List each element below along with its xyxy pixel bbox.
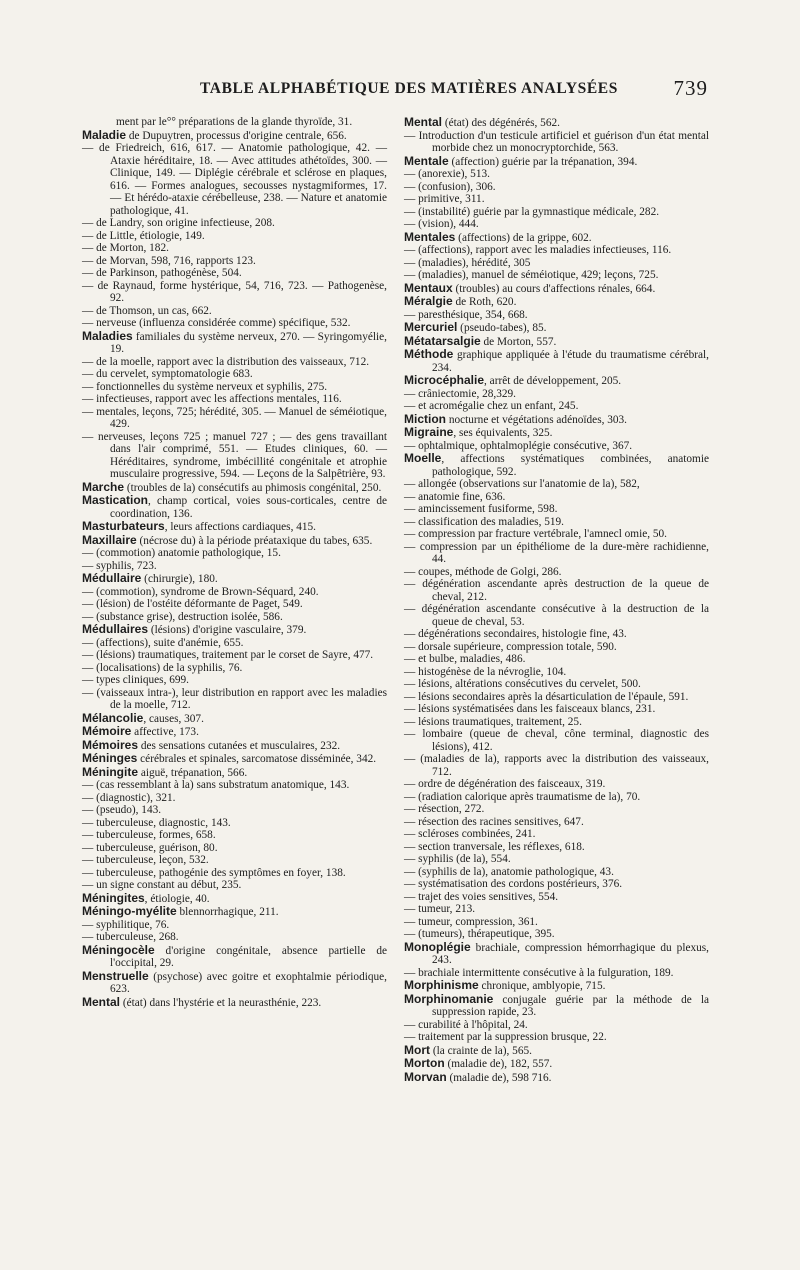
entry-text: , ses équivalents, 325. [453,427,553,439]
entry-text: — (commotion), syndrome de Brown-Séquard, 240. [82,585,319,598]
entry-text: — syphilis (de la), 554. [404,853,511,865]
entry-text: — syphilis, 723. [82,559,157,572]
index-entry [82,752,387,766]
entry-text: — traitement par la suppression brusque, 22. [404,1031,607,1043]
entry-text: — (commotion) anatomie pathologique, 15. [82,547,281,559]
index-entry [404,1044,709,1058]
index-entry [404,678,709,691]
entry-text: — anatomie fine, 636. [404,490,506,503]
entry-headword: Médullaire [82,571,142,585]
entry-text: — (affections), rapport avec les maladies infectieuses, 116. [404,244,672,256]
index-entry [404,206,709,219]
entry-text: — fonctionnelles du système nerveux et syphilis, 275. [82,380,328,393]
entry-text: — lésions traumatiques, traitement, 25. [404,715,582,728]
index-entry [82,817,387,830]
entry-headword: Maladie [82,127,127,142]
entry-text: (lésions) d'origine vasculaire, 379. [148,624,307,636]
entry-headword: Méningo-myélite [82,904,177,918]
entry-text: — (affections), suite d'anémie, 655. [82,636,244,649]
entry-text: (troubles) au cours d'affections rénales, 664. [452,282,656,295]
index-entry [82,142,390,217]
entry-text: — amincissement fusiforme, 598. [404,503,558,515]
entry-text: — tuberculeuse, formes, 658. [82,829,216,841]
index-entry [82,674,387,687]
index-entry [404,691,709,704]
entry-headword: Mentaux [404,280,453,295]
entry-text: — résection des racines sensitives, 647. [404,815,584,828]
entry-text: , arrêt de développement, 205. [484,375,622,387]
index-entry [82,405,390,431]
entry-headword: Maxillaire [82,532,137,547]
index-entry [82,829,387,842]
entry-headword: Métatarsalgie [404,333,481,348]
entry-text: — mentales, leçons, 725; hérédité, 305. — Manuel de séméiotique, 429. [82,405,390,430]
entry-headword: Marche [82,479,125,494]
entry-headword: Mentale [404,153,449,168]
index-entry [82,267,387,280]
index-entry [82,662,387,675]
entry-text: , affections systématiques combinées, anatomie pathologique, 592. [432,453,712,478]
entry-text: (maladie de), 182, 557. [444,1058,553,1070]
index-entry [404,603,712,628]
entry-text: d'origine congénitale, absence partielle de l'occipital, 29. [110,944,390,969]
index-entry [82,328,390,356]
entry-text: — tumeur, compression, 361. [404,915,538,928]
entry-text: (affections) de la grippe, 602. [455,231,592,244]
entry-text: (troubles de la) consécutifs au phimosis congénital, 250. [124,481,382,494]
entry-text: , champ cortical, voies sous-corticales, centre de coordination, 136. [110,495,390,520]
index-entry [82,725,387,739]
entry-text: — (maladies de la), rapports avec la distribution des vaisseaux, 712. [404,753,712,778]
index-entry [404,628,709,641]
index-entry [82,867,387,880]
entry-headword: Méralgie [404,294,453,308]
entry-headword: Mémoire [82,724,132,738]
entry-text: — trajet des voies sensitives, 554. [404,890,559,903]
entry-text: — syphilitique, 76. [82,918,170,931]
entry-text: — section tranversale, les réflexes, 618. [404,840,585,853]
entry-text: ment par le°° préparations de la glande thyroïde, 31. [116,116,353,128]
entry-text: — tuberculeuse, leçon, 532. [82,854,209,866]
index-entry [404,578,712,603]
entry-text: — (anorexie), 513. [404,168,490,180]
entry-headword: Migraine [404,425,454,439]
entry-text: (état) dans l'hystérie et la neurasthénie, 223. [120,996,322,1009]
entry-headword: Méninges [82,751,138,765]
entry-text: — de Morvan, 598, 716, rapports 123. [82,254,256,267]
entry-text: — (vision), 444. [404,218,479,230]
index-entry [404,816,709,829]
entry-text: (psychose) avec goitre et exophtalmie périodique, 623. [110,970,390,995]
index-entry [404,129,712,155]
index-entry [404,116,709,130]
index-entry [404,491,709,504]
entry-text: — crâniectomie, 28,329. [404,387,516,400]
index-entry [82,598,387,611]
entry-text: — (vaisseaux intra-), leur distribution en rapport avec les maladies de la moelle, 712. [82,686,390,711]
entry-text: — (syphilis de la), anatomie pathologique, 43. [404,865,614,878]
index-entry [404,728,712,753]
entry-text: de Morton, 557. [480,335,557,348]
index-entry [404,426,709,440]
entry-headword: Médullaires [82,622,149,636]
index-entry [82,942,390,970]
entry-text: — scléroses combinées, 241. [404,828,536,840]
index-entry [82,305,387,318]
entry-text: (état) des dégénérés, 562. [442,117,560,129]
index-entry [82,430,390,481]
index-entry [82,892,387,906]
entry-text: — de Landry, son origine infectieuse, 208. [82,217,275,229]
index-entry [404,503,709,516]
entry-text: aiguë, trépanation, 566. [138,766,248,779]
index-entry [404,753,712,778]
index-entry [82,534,387,548]
entry-text: — (maladies), hérédité, 305 [404,256,531,269]
entry-text: — (substance grise), destruction isolée, 586. [82,610,283,623]
index-entry [82,116,387,129]
index-entry [82,230,387,243]
index-entry [82,572,387,586]
index-entry [82,242,387,255]
index-entry [82,368,387,381]
entry-text: — nerveuses, leçons 725 ; manuel 727 ; — des gens travaillant dans l'air comprimé, 551. — Etudes cliniques, 60. — Héréditaires, syndrome, imbécillité congénitale et atrophie musculaire progressive, 594. — Leçons de la Salpêtrière, 93. [82,430,390,480]
index-entry [404,413,709,427]
entry-text: — (tumeurs), thérapeutique, 395. [404,928,555,940]
entry-text: des sensations cutanées et musculaires, 232. [138,739,341,752]
entry-text: — de Friedreich, 616, 617. — Anatomie pathologique, 42. — Ataxie héréditaire, 18. — Avec attitudes athétoïdes, 300. — Clinique, 149. — Diplégie cérébrale et sclérose en plaques, 616. — Formes analogues, secousses nystagmiformes, 17. — Et hérédo-ataxie cérébelleuse, 238. — Nature et anatomie pathologique, 41. [82,142,390,217]
index-entry [82,381,387,394]
index-entry [404,979,709,993]
index-entry [404,181,709,194]
entry-text: — classification des maladies, 519. [404,515,564,528]
entry-headword: Mental [404,115,443,129]
entry-text: nocturne et végétations adénoïdes, 303. [446,413,628,426]
entry-headword: Maladies [82,328,133,343]
entry-headword: Menstruelle [82,968,149,983]
entry-text: — tuberculeuse, pathogénie des symptômes en foyer, 138. [82,866,346,879]
entry-headword: Microcéphalie [404,373,485,387]
index-entry [404,903,709,916]
entry-headword: Mort [404,1042,430,1057]
index-entry [82,739,387,753]
entry-text: — de Little, étiologie, 149. [82,229,205,242]
entry-text: — (localisations) de la syphilis, 76. [82,661,243,674]
entry-text: — (cas ressemblant à la) sans substratum anatomique, 143. [82,779,350,791]
entry-text: cérébrales et spinales, sarcomatose disséminée, 342. [137,753,377,765]
entry-text: blennorrhagique, 211. [176,906,279,918]
entry-text: — tuberculeuse, guérison, 80. [82,841,218,854]
entry-headword: Moelle [404,451,442,465]
index-entry [82,649,387,662]
entry-text: — lésions systématisées dans les faisceaux blancs, 231. [404,703,656,715]
entry-text: (maladie de), 598 716. [446,1071,552,1084]
entry-text: — infectieuses, rapport avec les affections mentales, 116. [82,393,342,405]
entry-text: — allongée (observations sur l'anatomie de la), 582, [404,478,640,490]
entry-text: — tuberculeuse, 268. [82,931,179,943]
index-entry [82,686,390,712]
index-entry [404,440,709,453]
entry-text: , étiologie, 40. [144,892,210,905]
entry-text: — coupes, méthode de Golgi, 286. [404,565,562,578]
entry-headword: Morphinomanie [404,991,494,1006]
entry-text: — (lésions) traumatiques, traitement par le corset de Sayre, 477. [82,649,374,661]
index-entry [404,716,709,729]
entry-headword: Morvan [404,1069,447,1084]
entry-text: — ophtalmique, ophtalmoplégie consécutive, 367. [404,439,633,452]
index-entry [404,803,709,816]
entry-text: — (radiation calorique après traumatisme de la), 70. [404,790,641,803]
entry-text: — brachiale intermittente consécutive à la fulguration, 189. [404,966,674,979]
entry-headword: Mental [82,994,121,1009]
index-entry [404,193,709,206]
entry-text: — paresthésique, 354, 668. [404,308,528,321]
entry-headword: Masturbateurs [82,519,165,533]
index-entry [404,400,709,413]
index-entry [404,168,709,181]
entry-text: — de Parkinson, pathogénèse, 504. [82,267,242,279]
index-entry [82,493,390,520]
entry-text: — (instabilité) guérie par la gymnastique médicale, 282. [404,205,660,218]
index-entry [404,1019,709,1032]
index-entry [82,854,387,867]
index-entry [82,129,387,143]
entry-text: — résection, 272. [404,803,485,815]
entry-text: — lombaire (queue de cheval, cône terminal, diagnostic des lésions), 412. [404,728,712,753]
index-entry [82,356,387,369]
index-entry [404,516,709,529]
index-entry [404,282,709,296]
index-entry [404,155,709,169]
index-entry [404,257,709,270]
index-entry [404,841,709,854]
entry-text: — compression par un épithéliome de la dure-mère rachidienne, 44. [404,540,712,565]
entry-text: graphique appliquée à l'étude du traumatisme cérébral, 234. [432,349,712,374]
entry-text: familiales du système nerveux, 270. — Syringomyélie, 19. [110,330,390,355]
index-entry [82,919,387,932]
entry-text: — dégénérations secondaires, histologie fine, 43. [404,628,627,640]
entry-text: — (lésion) de l'ostéite déformante de Paget, 549. [82,598,303,610]
index-entry [82,586,387,599]
index-entry [82,804,387,817]
index-entry [404,828,709,841]
entry-text: — tuberculeuse, diagnostic, 143. [82,816,231,829]
index-entry [82,842,387,855]
entry-text: — ordre de dégénération des faisceaux, 319. [404,778,606,790]
index-entry [82,996,387,1010]
entry-text: — lésions, altérations consécutives du cervelet, 500. [404,678,641,690]
entry-text: — histogénèse de la névroglie, 104. [404,665,567,678]
entry-headword: Morton [404,1056,445,1070]
entry-text: chronique, amblyopie, 715. [478,980,606,992]
index-entry [404,388,709,401]
entry-text: — systématisation des cordons postérieurs, 376. [404,878,623,890]
entry-text: — types cliniques, 699. [82,674,189,686]
index-entry [82,766,387,780]
entry-text: — (confusion), 306. [404,180,496,193]
entry-text: — de Morton, 182. [82,242,169,254]
index-entry [82,905,387,919]
entry-text: — de Thomson, un cas, 662. [82,304,212,317]
entry-headword: Morphinisme [404,978,479,992]
entry-text: — compression par fracture vertébrale, l'amnecl omie, 50. [404,528,668,540]
entry-text: — (pseudo), 143. [82,804,162,816]
entry-headword: Méningite [82,764,138,779]
entry-text: affective, 173. [131,726,199,738]
index-entry [82,792,387,805]
index-entry [404,374,709,388]
entry-text: brachiale, compression hémorrhagique du plexus, 243. [432,941,712,966]
entry-headword: Méningites [82,890,145,905]
index-column-right [404,115,712,1084]
index-entry [404,335,709,349]
index-entry [404,347,712,374]
index-entry [82,637,387,650]
entry-text: — primitive, 311. [404,193,485,205]
entry-text: — et bulbe, maladies, 486. [404,653,526,665]
index-entry [404,1057,709,1071]
index-entry [404,653,709,666]
index-entry [404,939,712,967]
entry-headword: Mercuriel [404,320,458,334]
entry-text: — et acromégalie chez un enfant, 245. [404,400,579,412]
index-entry [404,540,712,566]
entry-text: — Introduction d'un testicule artificiel et guérison d'un état mental morbide chez un monocryptorchide, 563. [404,129,712,154]
entry-text: — dégénération ascendante consécutive à la destruction de la queue de cheval, 53. [404,603,712,628]
entry-headword: Mélancolie [82,710,144,725]
index-entry [404,451,712,478]
entry-text: de Dupuytren, processus d'origine centrale, 656. [126,129,347,142]
entry-text: — curabilité à l'hôpital, 24. [404,1018,528,1031]
entry-text: — un signe constant au début, 235. [82,879,242,891]
entry-text: — dégénération ascendante après destruction de la queue de cheval, 212. [404,578,712,603]
index-entry [404,778,709,791]
entry-text: — lésions secondaires après la désarticulation de l'épaule, 591. [404,690,689,703]
entry-text: — du cervelet, symptomatologie 683. [82,368,253,380]
page-number: 739 [673,76,708,100]
entry-text: — nerveuse (influenza considérée comme) spécifique, 532. [82,317,351,329]
index-entry [82,255,387,268]
entry-text: de Roth, 620. [452,296,517,308]
index-entry [404,295,709,309]
index-entry [404,666,709,679]
index-column-left [82,116,390,1009]
entry-headword: Mémoires [82,737,139,752]
entry-text: — de Raynaud, forme hystérique, 54, 716, 723. — Pathogenèse, 92. [82,279,390,304]
index-entry [82,279,390,305]
entry-headword: Mastication [82,493,149,507]
entry-text: , leurs affections cardiaques, 415. [164,521,316,533]
index-entry [82,393,387,406]
index-entry [82,547,387,560]
index-entry [82,712,387,726]
index-entry [404,891,709,904]
index-entry [82,968,390,996]
entry-text: (affection) guérie par la trépanation, 394. [448,155,638,168]
index-entry [82,217,387,230]
index-entry [404,991,712,1019]
index-entry [404,641,709,654]
index-entry [404,916,709,929]
index-entry [404,853,709,866]
entry-text: — tumeur, 213. [404,903,476,915]
index-entry [82,779,387,792]
entry-text: — (maladies), manuel de séméiotique, 429; leçons, 725. [404,269,659,281]
entry-text: (chirurgie), 180. [141,573,218,585]
index-entry [82,623,387,637]
index-entry [404,478,709,491]
index-entry [404,244,709,257]
index-entry [82,481,387,495]
entry-headword: Méningocèle [82,942,155,957]
entry-text: — (diagnostic), 321. [82,791,176,804]
entry-headword: Miction [404,411,446,426]
index-entry [404,566,709,579]
entry-text: (pseudo-tabes), 85. [457,322,547,334]
index-entry [404,321,709,335]
entry-text: conjugale guérie par la méthode de la suppression rapide, 23. [432,993,712,1018]
entry-text: (nécrose du) à la période préataxique du tabes, 635. [136,534,373,547]
entry-headword: Monoplégie [404,939,471,954]
index-entry [404,878,709,891]
entry-headword: Méthode [404,347,454,361]
index-entry [404,703,709,716]
page-header [80,76,708,104]
index-entry [404,231,709,245]
index-entry [404,791,709,804]
entry-headword: Mentales [404,229,456,244]
index-entry [82,520,387,534]
entry-text: — dorsale supérieure, compression totale, 590. [404,640,617,653]
index-entry [404,1031,709,1044]
index-entry [404,528,709,541]
entry-text: (la crainte de la), 565. [430,1044,532,1057]
index-entry [404,1071,709,1085]
running-title: TABLE ALPHABÉTIQUE DES MATIÈRES ANALYSÉES [200,80,618,97]
entry-text: , causes, 307. [143,712,204,725]
entry-text: — de la moelle, rapport avec la distribution des vaisseaux, 712. [82,355,370,368]
index-entry [404,866,709,879]
